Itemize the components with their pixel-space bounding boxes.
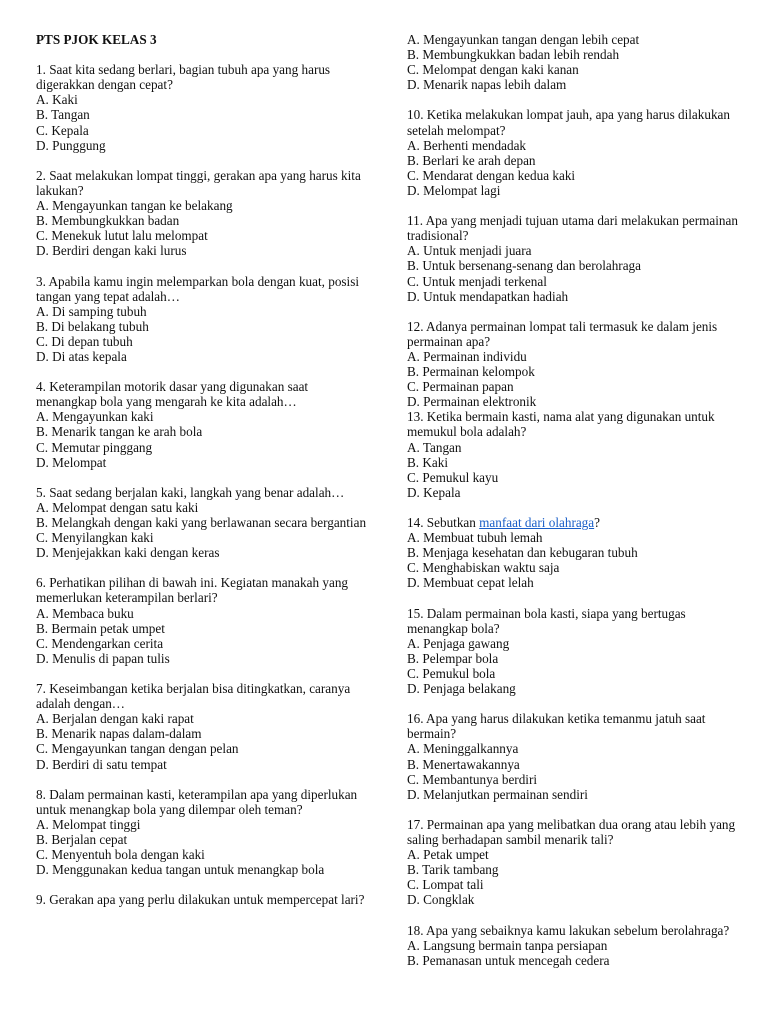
answer-option: C. Permainan papan [407, 379, 514, 395]
left-question-list [36, 62, 370, 907]
question-stem: 15. Dalam permainan bola kasti, siapa yang bertugas menangkap bola? [407, 605, 686, 636]
question-stem: 13. Ketika bermain kasti, nama alat yang digunakan untuk memukul bola adalah? [407, 409, 715, 440]
answer-option: D. Penjaga belakang [407, 681, 516, 697]
stem-prefix: 14. Sebutkan [407, 515, 480, 530]
answer-option: A. Berjalan dengan kaki rapat [36, 711, 194, 727]
answer-option: B. Membungkukkan badan [36, 213, 180, 229]
answer-option: C. Di depan tubuh [36, 333, 133, 349]
answer-option: A. Petak umpet [407, 847, 489, 863]
answer-option: D. Melanjutkan permainan sendiri [407, 786, 588, 802]
question-stem: 17. Permainan apa yang melibatkan dua orang atau lebih yang saling berhadapan sambil menarik tali? [407, 816, 736, 847]
document-title: PTS PJOK KELAS 3 [36, 32, 157, 47]
manfaat-olahraga-link[interactable]: manfaat dari olahraga [479, 515, 595, 530]
question-5 [36, 485, 370, 560]
answer-option: A. Melompat tinggi [36, 816, 141, 832]
answer-option: D. Menggunakan kedua tangan untuk menangkap bola [36, 862, 325, 878]
answer-option: C. Lompat tali [407, 877, 484, 893]
answer-option: A. Membuat tubuh lemah [407, 530, 543, 546]
answer-option: D. Menulis di papan tulis [36, 650, 170, 666]
answer-option: A. Melompat dengan satu kaki [36, 499, 199, 515]
answer-option: A. Di samping tubuh [36, 303, 147, 319]
question-12 [407, 319, 739, 410]
answer-option: A. Meninggalkannya [407, 741, 519, 757]
answer-option: B. Berjalan cepat [36, 831, 128, 847]
answer-option: D. Berdiri di satu tempat [36, 756, 167, 772]
answer-option: D. Membuat cepat lelah [407, 575, 534, 591]
stem-suffix: ? [594, 515, 600, 530]
question-15 [407, 606, 739, 697]
answer-option: A. Permainan individu [407, 348, 527, 364]
answer-option: B. Melangkah dengan kaki yang berlawanan secara bergantian [36, 515, 367, 530]
question-3 [36, 274, 370, 365]
question-stem: 18. Apa yang sebaiknya kamu lakukan sebelum berolahraga? [407, 922, 730, 938]
answer-option: A. Langsung bermain tanpa persiapan [407, 937, 608, 953]
answer-option: B. Tarik tambang [407, 862, 499, 878]
answer-option: B. Permainan kelompok [407, 364, 535, 380]
question-11 [407, 213, 739, 304]
answer-option: D. Menarik napas lebih dalam [407, 77, 567, 93]
answer-option: A. Mengayunkan kaki [36, 409, 154, 425]
answer-option: A. Mengayunkan tangan ke belakang [36, 198, 233, 214]
answer-option: B. Berlari ke arah depan [407, 152, 536, 168]
answer-option: B. Untuk bersenang-senang dan berolahraga [407, 258, 641, 274]
answer-option: D. Melompat [36, 454, 107, 470]
answer-option: C. Menyilangkan kaki [36, 530, 154, 546]
question-6 [36, 575, 370, 666]
answer-option: C. Pemukul bola [407, 665, 496, 681]
answer-option: C. Membantunya berdiri [407, 771, 538, 787]
left-column [36, 32, 370, 923]
question-stem: 4. Keterampilan motorik dasar yang digunakan saat menangkap bola yang mengarah ke kita adalah… [36, 379, 309, 410]
answer-option: B. Bermain petak umpet [36, 620, 165, 636]
answer-option: B. Di belakang tubuh [36, 318, 149, 334]
answer-option: C. Memutar pinggang [36, 439, 153, 455]
answer-option: C. Mengayunkan tangan dengan pelan [36, 741, 239, 757]
answer-option: C. Menghabiskan waktu saja [407, 560, 560, 576]
question-1 [36, 62, 370, 153]
answer-option: A. Untuk menjadi juara [407, 243, 532, 259]
answer-option: B. Tangan [36, 107, 90, 123]
question-stem: 11. Apa yang menjadi tujuan utama dari melakukan permainan tradisional? [407, 213, 738, 244]
answer-option: D. Punggung [36, 137, 106, 153]
question-stem: 6. Perhatikan pilihan di bawah ini. Kegiatan manakah yang memerlukan keterampilan berlari? [36, 575, 349, 606]
answer-option: D. Melompat lagi [407, 182, 501, 198]
answer-option: B. Kaki [407, 454, 449, 470]
answer-option: D. Untuk mendapatkan hadiah [407, 288, 569, 304]
answer-option: D. Kepala [407, 484, 461, 500]
answer-option: C. Mendengarkan cerita [36, 635, 164, 651]
answer-option: B. Menjaga kesehatan dan kebugaran tubuh [407, 545, 638, 561]
question-17 [407, 817, 739, 908]
question-stem: 12. Adanya permainan lompat tali termasuk ke dalam jenis permainan apa? [407, 318, 718, 349]
question-stem: 1. Saat kita sedang berlari, bagian tubuh apa yang harus digerakkan dengan cepat? [36, 62, 331, 93]
question-7 [36, 681, 370, 772]
answer-option: C. Untuk menjadi terkenal [407, 273, 547, 289]
question-4 [36, 379, 370, 470]
answer-option: C. Menyentuh bola dengan kaki [36, 847, 205, 863]
question-stem: 3. Apabila kamu ingin melemparkan bola dengan kuat, posisi tangan yang tepat adalah… [36, 273, 360, 304]
answer-option: C. Melompat dengan kaki kanan [407, 62, 579, 78]
question-10 [407, 107, 739, 198]
question-stem: 16. Apa yang harus dilakukan ketika temanmu jatuh saat bermain? [407, 711, 706, 742]
answer-option: B. Membungkukkan badan lebih rendah [407, 47, 620, 63]
question-9 [36, 892, 370, 907]
answer-option: A. Tangan [407, 439, 462, 455]
question-18 [407, 923, 739, 968]
answer-option: D. Di atas kepala [36, 348, 127, 364]
answer-option: D. Congklak [407, 892, 475, 908]
question-stem: 7. Keseimbangan ketika berjalan bisa ditingkatkan, caranya adalah dengan… [36, 681, 351, 712]
question-13 [407, 409, 739, 500]
right-question-list [407, 107, 739, 967]
answer-option: A. Penjaga gawang [407, 635, 510, 651]
answer-option: C. Pemukul kayu [407, 469, 499, 485]
question-14 [407, 515, 739, 590]
question-2 [36, 168, 370, 259]
answer-option: A. Membaca buku [36, 605, 134, 621]
answer-option: D. Permainan elektronik [407, 394, 537, 410]
question-stem: 5. Saat sedang berjalan kaki, langkah yang benar adalah… [36, 484, 345, 500]
question-stem: 10. Ketika melakukan lompat jauh, apa yang harus dilakukan setelah melompat? [407, 107, 730, 138]
question-16 [407, 711, 739, 802]
right-column [407, 32, 739, 983]
answer-option: C. Menekuk lutut lalu melompat [36, 228, 208, 244]
answer-option: B. Pelempar bola [407, 650, 499, 666]
question-8 [36, 787, 370, 878]
answer-option: B. Pemanasan untuk mencegah cedera [407, 952, 610, 968]
question-stem: 9. Gerakan apa yang perlu dilakukan untuk mempercepat lari? [36, 892, 365, 908]
answer-option: B. Menertawakannya [407, 756, 520, 772]
answer-option: B. Menarik tangan ke arah bola [36, 424, 203, 440]
question-stem [407, 515, 739, 530]
answer-option: D. Menjejakkan kaki dengan keras [36, 545, 220, 561]
answer-option: B. Menarik napas dalam-dalam [36, 726, 202, 742]
question-stem: 8. Dalam permainan kasti, keterampilan apa yang diperlukan untuk menangkap bola yang dilempar oleh teman? [36, 786, 358, 817]
question-9-continued-options [407, 32, 739, 92]
answer-option: C. Mendarat dengan kedua kaki [407, 167, 576, 183]
answer-option: A. Kaki [36, 92, 78, 108]
answer-option: A. Mengayunkan tangan dengan lebih cepat [407, 32, 640, 47]
answer-option: D. Berdiri dengan kaki lurus [36, 243, 187, 259]
answer-option: A. Berhenti mendadak [407, 137, 527, 153]
question-stem: 2. Saat melakukan lompat tinggi, gerakan apa yang harus kita lakukan? [36, 167, 361, 198]
answer-option: C. Kepala [36, 122, 89, 138]
